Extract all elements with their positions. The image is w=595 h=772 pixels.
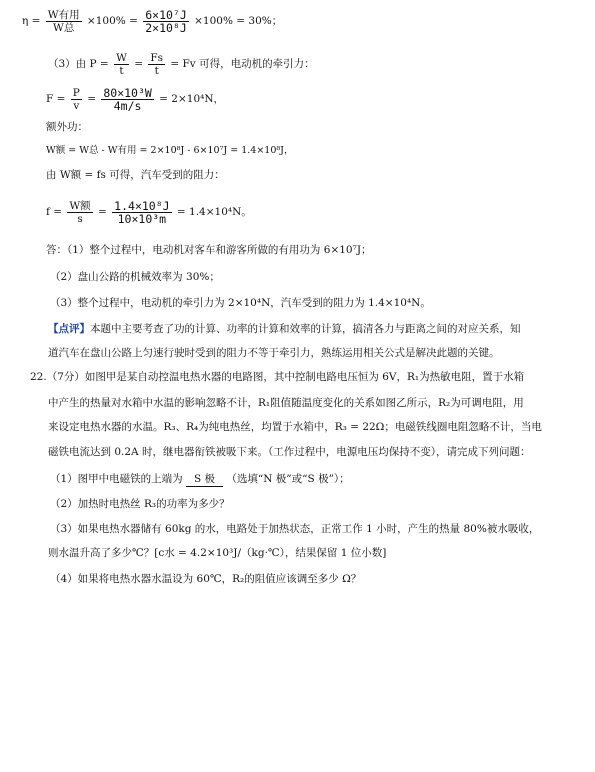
sub-question-1 (50, 472, 350, 487)
resistance-intro: 由 W额 = fs 可得，汽车受到的阻力： (46, 169, 225, 181)
text: f = (46, 206, 63, 218)
fraction-fs-t (148, 52, 165, 77)
frac-numerator: 1.4×10⁸J (114, 198, 170, 213)
fraction-w-t (114, 52, 129, 77)
frac-denominator: v (73, 99, 80, 112)
answer-blank: S 极 (186, 472, 223, 487)
fraction-p-v (71, 87, 82, 112)
text: = 2×10⁴N， (159, 93, 225, 105)
comment-line-2: 道汽车在盘山公路上匀速行驶时受到的阻力不等于牵引力，熟练运用相关公式是解决此题的关键。 (48, 347, 500, 359)
answer-3: （3）整个过程中，电动机的牵引力为 2×10⁴N，汽车受到的阻力为 1.4×10⁴N。 (50, 297, 431, 309)
sub-question-2: （2）加热时电热丝 R₃的功率为多少？ (50, 498, 230, 510)
text: （1）图甲中电磁铁的上端为 (50, 473, 183, 485)
fraction-values (143, 9, 189, 34)
frac-numerator: W有用 (47, 8, 80, 21)
power-formula-line (48, 50, 315, 78)
text: （选填“N 极”或“S 极”）； (226, 473, 350, 485)
frac-denominator: t (119, 64, 124, 77)
frac-numerator: W (116, 51, 127, 64)
extra-work-equation: W额 = W总 - W有用 = 2×10⁸J - 6×10⁷J = 1.4×10⁸J， (46, 145, 294, 156)
answer-1: 答：（1）整个过程中，电动机对客车和游客所做的有用功为 6×10⁷J； (46, 244, 372, 256)
sub-question-4: （4）如果将电热水器水温设为 60℃，R₂的阻值应该调至多少 Ω？ (50, 573, 362, 585)
text: = Fv 可得，电动机的牵引力： (170, 58, 315, 70)
comment-tag: 【点评】 (48, 323, 90, 335)
frac-numerator: Fs (150, 51, 164, 64)
force-equation (46, 84, 224, 114)
frac-denominator: s (77, 212, 83, 225)
fraction-values (101, 87, 153, 112)
frac-numerator: W额 (69, 199, 91, 212)
comment-line-1 (48, 322, 521, 336)
question-22-line-2: 中产生的热量对水箱中水温的影响忽略不计，R₁阻值随温度变化的关系如图乙所示，R₂为可调电阻，用 (48, 397, 524, 409)
sub-question-3-line-1: （3）如果电热水器储有 60kg 的水，电路处于加热状态，正常工作 1 小时，产生的热量 80%被水吸收， (50, 523, 540, 535)
question-22-line-4: 磁铁电流达到 0.2A 时，继电器衔铁被吸下来。（工作过程中，电源电压均保持不变），请完成下列问题： (48, 446, 531, 458)
text: （3）由 P = (48, 58, 109, 70)
frac-denominator: 10×10³m (117, 211, 167, 226)
frac-numerator: 6×10⁷J (145, 7, 187, 22)
resistance-equation (46, 196, 252, 228)
question-22-line-1: 22.（7分）如图甲是某自动控温电热水器的电路图，其中控制电路电压恒为 6V，R₁为热敏电阻，置于水箱 (30, 371, 525, 383)
text: = (134, 58, 144, 70)
extra-work-title: 额外功： (46, 121, 88, 133)
question-22-line-3: 来设定电热水器的水温。R₃、R₄为纯电热丝，均置于水箱中，R₃ = 22Ω；电磁铁线圈电阻忽略不计，当电 (48, 421, 542, 433)
answer-2: （2）盘山公路的机械效率为 30%； (50, 271, 220, 283)
frac-denominator: 2×10⁸J (145, 20, 187, 35)
text: = (87, 93, 96, 105)
sub-question-3-line-2: 则水温升高了多少℃？[c水 = 4.2×10³J/（kg·℃），结果保留 1 位小数] (48, 547, 387, 559)
fraction-values (112, 200, 171, 225)
eq-tail: ×100% = 30%； (194, 15, 283, 27)
text: 本题中主要考查了功的计算、功率的计算和效率的计算，搞清各力与距离之间的对应关系，知 (90, 323, 521, 335)
frac-numerator: P (72, 86, 80, 99)
eq-lhs: η = (22, 15, 41, 27)
frac-denominator: 4m/s (113, 98, 142, 113)
frac-denominator: W总 (53, 21, 75, 34)
fraction-w-s (67, 200, 92, 225)
text: F = (46, 93, 66, 105)
frac-numerator: 80×10³W (103, 85, 152, 100)
fraction-useful-total (46, 9, 82, 34)
text: = 1.4×10⁴N。 (176, 206, 252, 218)
frac-denominator: t (154, 64, 159, 77)
efficiency-equation (22, 6, 282, 36)
eq-mid: ×100% = (86, 15, 138, 27)
text: = (98, 206, 107, 218)
